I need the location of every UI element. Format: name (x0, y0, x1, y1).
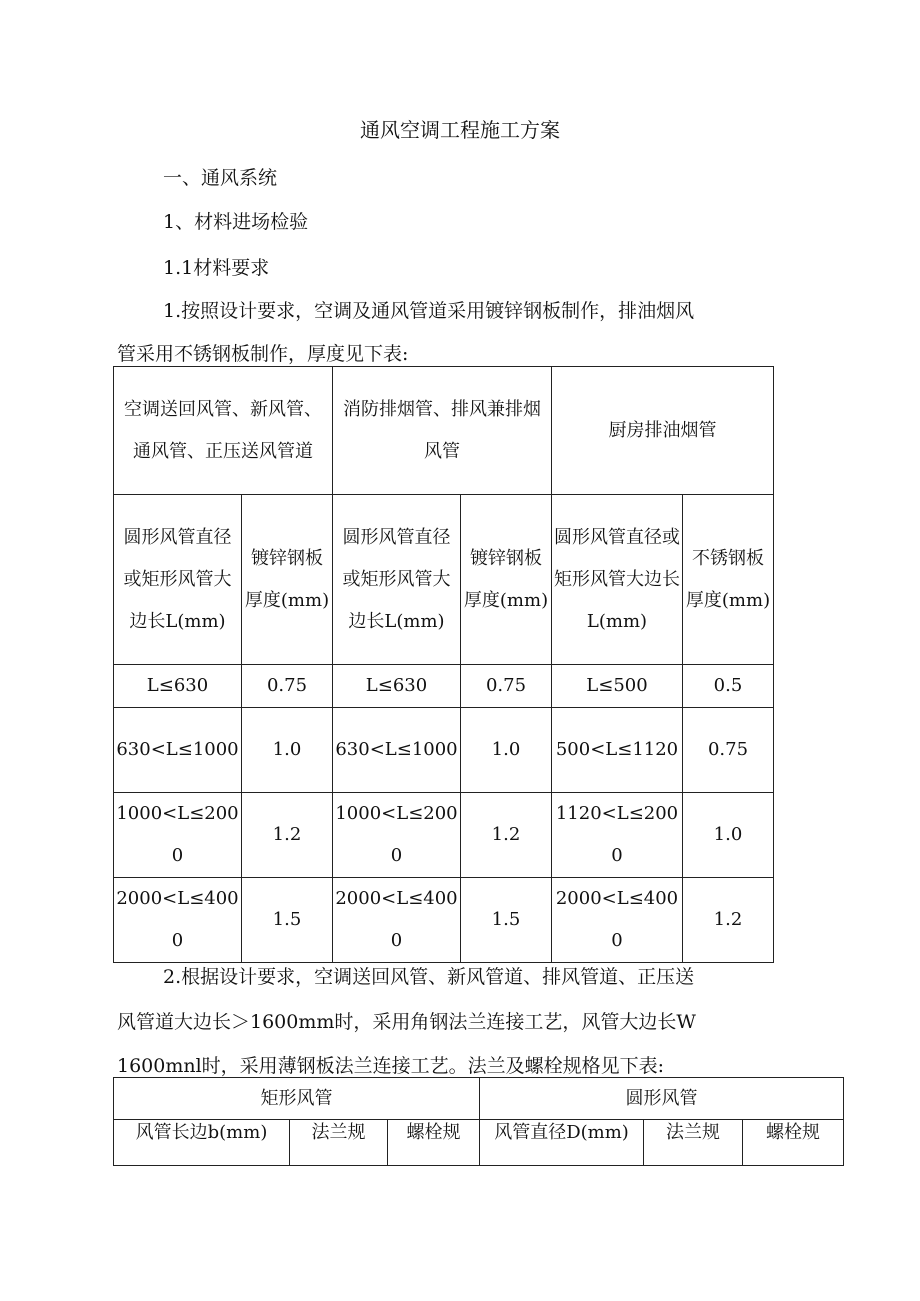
table-cell: 1.5 (242, 878, 333, 963)
paragraph-1-line-1: 1.按照设计要求，空调及通风管道采用镀锌钢板制作，排油烟风 (163, 300, 695, 322)
table-column-header: 螺栓规 (388, 1120, 480, 1166)
table-column-header: 风管直径D(mm) (480, 1120, 644, 1166)
table-cell: 2000<L≤4000 (552, 878, 683, 963)
table-column-header: 圆形风管直径或矩形风管大边长L(mm) (333, 495, 461, 665)
table-cell: 1000<L≤2000 (114, 793, 242, 878)
table-group-header: 消防排烟管、排风兼排烟风管 (333, 367, 552, 495)
paragraph-2-line-1: 2.根据设计要求，空调送回风管、新风管道、排风管道、正压送 (163, 966, 695, 988)
table-column-header: 不锈钢板厚度(mm) (683, 495, 774, 665)
table-cell: 0.75 (242, 665, 333, 708)
paragraph-2-line-3: 1600mnl时，采用薄钢板法兰连接工艺。法兰及螺栓规格见下表: (117, 1055, 665, 1077)
steel-thickness-table (113, 366, 774, 963)
table-cell: 1000<L≤2000 (333, 793, 461, 878)
paragraph-1-line-2: 管采用不锈钢板制作，厚度见下表: (117, 343, 409, 365)
table-cell: 1.2 (242, 793, 333, 878)
table-cell: 0.75 (683, 708, 774, 793)
flange-bolt-table (113, 1077, 844, 1166)
table-cell: 1.5 (461, 878, 552, 963)
table-cell: 630<L≤1000 (333, 708, 461, 793)
table-cell: 0.75 (461, 665, 552, 708)
table-column-header: 法兰规 (644, 1120, 743, 1166)
subsubsection-heading: 1.1材料要求 (163, 257, 270, 279)
table-column-header: 镀锌钢板厚度(mm) (461, 495, 552, 665)
table-cell: L≤630 (333, 665, 461, 708)
table-column-header: 法兰规 (290, 1120, 388, 1166)
table-cell: 1.0 (683, 793, 774, 878)
table-cell: 500<L≤1120 (552, 708, 683, 793)
table-column-header: 风管长边b(mm) (114, 1120, 290, 1166)
table-group-header: 空调送回风管、新风管、通风管、正压送风管道 (114, 367, 333, 495)
table-cell: 630<L≤1000 (114, 708, 242, 793)
section-heading: 一、通风系统 (163, 167, 278, 189)
table-cell: 0.5 (683, 665, 774, 708)
paragraph-2-line-2: 风管道大边长＞1600mm时，采用角钢法兰连接工艺，风管大边长W (117, 1011, 696, 1033)
document-title: 通风空调工程施工方案 (360, 118, 560, 142)
table-cell: 2000<L≤4000 (333, 878, 461, 963)
subsection-heading: 1、材料进场检验 (163, 211, 309, 233)
table-cell: 1120<L≤2000 (552, 793, 683, 878)
table-group-header: 圆形风管 (480, 1078, 844, 1120)
table-column-header: 圆形风管直径或矩形风管大边长L(mm) (114, 495, 242, 665)
table-cell: 2000<L≤4000 (114, 878, 242, 963)
table-cell: 1.0 (242, 708, 333, 793)
table-cell: L≤630 (114, 665, 242, 708)
table-group-header: 厨房排油烟管 (552, 367, 774, 495)
table-column-header: 镀锌钢板厚度(mm) (242, 495, 333, 665)
table-cell: 1.0 (461, 708, 552, 793)
table-cell: 1.2 (461, 793, 552, 878)
table-group-header: 矩形风管 (114, 1078, 480, 1120)
table-column-header: 螺栓规 (743, 1120, 844, 1166)
table-column-header: 圆形风管直径或矩形风管大边长L(mm) (552, 495, 683, 665)
table-cell: L≤500 (552, 665, 683, 708)
table-cell: 1.2 (683, 878, 774, 963)
